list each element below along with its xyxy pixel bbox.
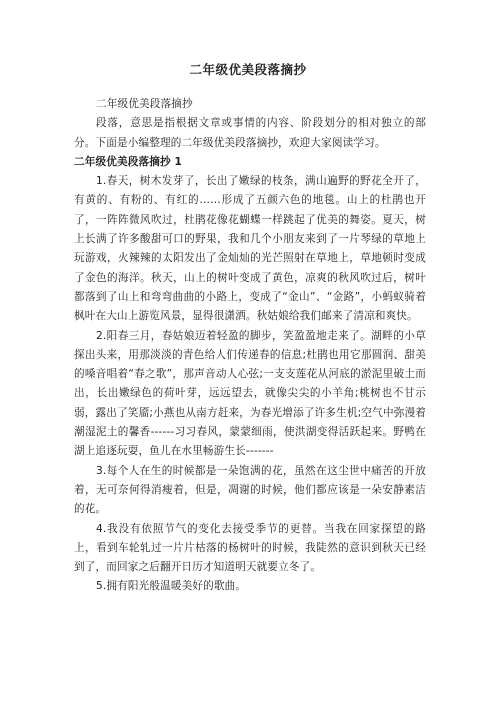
intro-paragraph: 段落，意思是指根据文章或事情的内容、阶段划分的相对独立的部分。下面是小编整理的二年级优美段落摘抄，欢迎大家阅读学习。 — [74, 117, 426, 149]
intro-title: 二年级优美段落摘抄 — [96, 98, 193, 110]
document-title: 二年级优美段落摘抄 — [189, 62, 307, 77]
paragraph-2: 2.阳春三月，春姑娘迈着轻盈的脚步，笑盈盈地走来了。湖畔的小草探出头来，用那淡淡的青色给人们传递春的信息;杜鹃也用它那圆润、甜美的嗓音唱着“春之歌”，那声音动人心弦;一支支莲花从河底的淤泥里破土而出，长出嫩绿色的荷叶芽，远远望去，就像尖尖的小羊角;桃树也不甘示弱，露出了笑靥;小燕也从南方赶来，为春光增添了许多生机;空气中弥漫着潮湿泥土的馨香------习习春风，蒙蒙细雨，使洪湖变得活跃起来。野鸭在湖上追逐玩耍，鱼儿在水里畅游生长------- — [74, 329, 426, 458]
paragraph-4: 4.我没有依照节气的变化去接受季节的更替。当我在回家探望的路上，看到车轮轧过一片片枯落的杨树叶的时候，我陡然的意识到秋天已经到了，而回家之后翻开日历才知道明天就要立冬了。 — [74, 522, 426, 574]
paragraph-1: 1.春天，树木发芽了，长出了嫩绿的枝条，满山遍野的野花全开了，有黄的、有粉的、有红的……形成了五颜六色的地毯。山上的杜鹃也开了，一阵阵微风吹过，杜鹃花像花蝴蝶一样跳起了优美的舞姿。夏天，树上长满了许多酸甜可口的野果，我和几个小朋友来到了一片琴绿的草地上玩游戏，火辣辣的太阳发出了金灿灿的光芒照射在草地上，草地顿时变成了金色的海洋。秋天，山上的树叶变成了黄色，凉爽的秋风吹过后，树叶都落到了山上和弯弯曲曲的小路上，变成了“金山”、“金路”，小蚂蚁骑着枫叶在大山上游览风景，显得很潇洒。秋姑娘给我们邮来了清凉和爽快。 — [74, 175, 426, 323]
paragraph-5: 5.拥有阳光般温暖美好的歌曲。 — [96, 580, 247, 593]
section-heading: 二年级优美段落摘抄 1 — [74, 155, 183, 168]
paragraph-3: 3.每个人在生的时候都是一朵饱满的花，虽然在这尘世中痛苦的开放着，无可奈何得消瘦着，但是，凋谢的时候，他们都应该是一朵安静素洁的花。 — [74, 464, 426, 516]
document-body — [74, 95, 426, 597]
